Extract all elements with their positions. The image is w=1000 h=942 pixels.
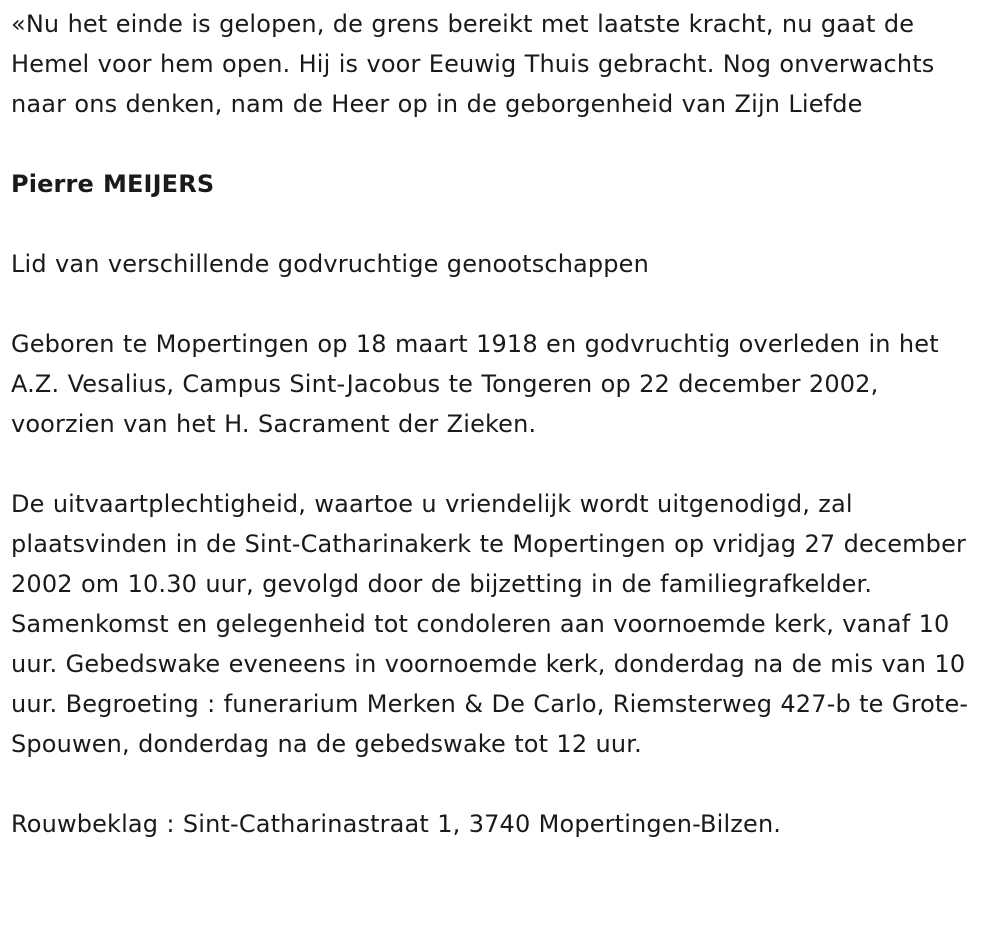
funeral-details-paragraph: De uitvaartplechtigheid, waartoe u vriendelijk wordt uitgenodigd, zal plaatsvinden in de Sint-Catharinakerk te Mopertingen op vridjag 27 december 2002 om 10.30 uur, gevolgd door de bijzetting in de familiegrafkelder. Samenkomst en gelegenheid tot condoleren aan voornoemde kerk, vanaf 10 uur. Gebedswake eveneens in voornoemde kerk, donderdag na de mis van 10 uur. Begroeting : funerarium Merken & De Carlo, Riemsterweg 427-b te Grote-Spouwen, donderdag na de gebedswake tot 12 uur.: [11, 490, 969, 758]
membership-line: Lid van verschillende godvruchtige genootschappen: [11, 250, 649, 278]
deceased-name: Pierre MEIJERS: [11, 170, 215, 198]
condolence-address: Rouwbeklag : Sint-Catharinastraat 1, 3740 Mopertingen-Bilzen.: [11, 810, 782, 838]
birth-death-paragraph: Geboren te Mopertingen op 18 maart 1918 en godvruchtig overleden in het A.Z. Vesalius, Campus Sint-Jacobus te Tongeren op 22 december 2002, voorzien van het H. Sacrament der Zieken.: [11, 330, 939, 438]
intro-poem: «Nu het einde is gelopen, de grens bereikt met laatste kracht, nu gaat de Hemel voor hem open. Hij is voor Eeuwig Thuis gebracht. Nog onverwachts naar ons denken, nam de Heer op in de geborgenheid van Zijn Liefde: [11, 10, 935, 118]
